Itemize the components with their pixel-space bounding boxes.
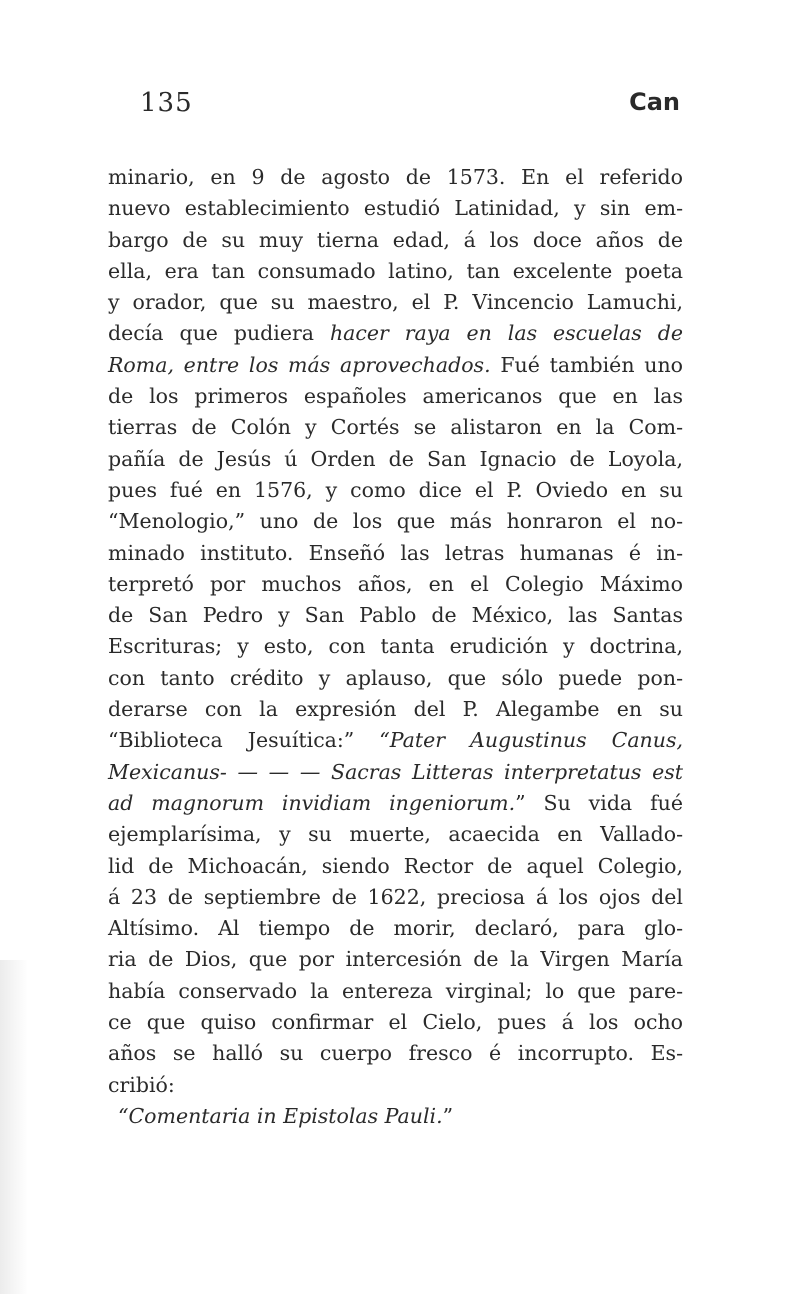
text-line: pues fué en 1576, y como dice el P. Oviedo en su — [108, 477, 683, 502]
text-line: ria de Dios, que por intercesión de la Virgen María — [108, 947, 683, 972]
italic-phrase: Roma, entre los más aprovechados. — [108, 352, 491, 377]
text-line: de San Pedro y San Pablo de México, las Santas — [108, 603, 683, 628]
running-head: Can — [629, 88, 680, 116]
text-line: de los primeros españoles americanos que en las — [108, 384, 683, 409]
text-line: derarse con la expresión del P. Alegambe en su — [108, 697, 683, 722]
text-line — [108, 757, 683, 788]
work-title: “Comentaria in Epistolas Pauli. — [118, 1103, 443, 1128]
page-edge-shadow — [0, 960, 28, 1294]
text-line: Escrituras; y esto, con tanta erudición y doctrina, — [108, 634, 683, 659]
text-line: Altísimo. Al tiempo de morir, declaró, para glo- — [108, 916, 683, 941]
text-line: bargo de su muy tierna edad, á los doce años de — [108, 227, 683, 252]
text-line: ce que quiso confirmar el Cielo, pues á los ocho — [108, 1010, 683, 1035]
text-line: nuevo establecimiento estudió Latinidad, y sin em- — [108, 196, 683, 221]
text-line: ad magnorum invidiam ingeniorum.” Su vida fué — [108, 790, 683, 815]
text-line: lid de Michoacán, siendo Rector de aquel Colegio, — [108, 853, 683, 878]
latin-quote: “Pater Augustinus Canus, — [379, 728, 683, 753]
text-line: años se halló su cuerpo fresco é incorrupto. Es- — [108, 1041, 683, 1066]
body-text — [108, 162, 683, 1132]
text-line: “Biblioteca Jesuítica:” “Pater Augustinus Canus, — [108, 728, 683, 753]
text-line: tierras de Colón y Cortés se alistaron en la Com- — [108, 415, 683, 440]
latin-quote: ad magnorum invidiam ingeniorum. — [108, 790, 516, 815]
work-title-line: “Comentaria in Epistolas Pauli.” — [118, 1103, 454, 1128]
page-header — [140, 88, 680, 128]
italic-phrase: hacer raya en las escuelas de — [329, 321, 683, 346]
text-line: ella, era tan consumado latino, tan excelente poeta — [108, 258, 683, 283]
text-line: á 23 de septiembre de 1622, preciosa á los ojos del — [108, 884, 683, 909]
text-line: y orador, que su maestro, el P. Vincencio Lamuchi, — [108, 290, 683, 315]
text-line: minado instituto. Enseñó las letras humanas é in- — [108, 540, 683, 565]
text-line: había conservado la entereza virginal; lo que pare- — [108, 978, 683, 1003]
text-line: ejemplarísima, y su muerte, acaecida en Vallado- — [108, 822, 683, 847]
text-line: terpretó por muchos años, en el Colegio Máximo — [108, 571, 683, 596]
text-line: cribió: — [108, 1072, 175, 1097]
text-line: pañía de Jesús ú Orden de San Ignacio de Loyola, — [108, 446, 683, 471]
text-line: “Menologio,” uno de los que más honraron el no- — [108, 509, 683, 534]
page-number: 135 — [140, 88, 193, 118]
text-line: con tanto crédito y aplauso, que sólo puede pon- — [108, 665, 683, 690]
text-line: Roma, entre los más aprovechados. Fué también uno — [108, 352, 683, 377]
latin-quote: Mexicanus- — — — Sacras Litteras interpretatus est — [108, 759, 683, 784]
text-line: minario, en 9 de agosto de 1573. En el referido — [108, 165, 683, 189]
text-line: decía que pudiera hacer raya en las escuelas de — [108, 321, 683, 346]
